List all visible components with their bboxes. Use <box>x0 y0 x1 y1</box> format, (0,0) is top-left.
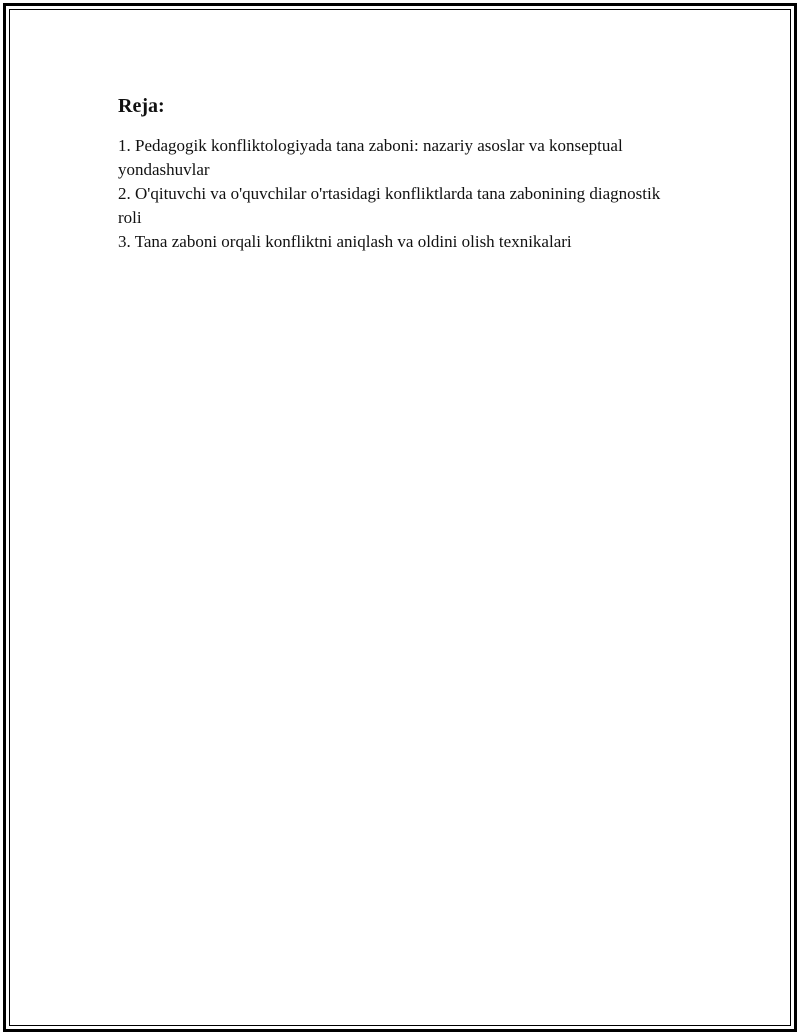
plan-heading: Reja: <box>118 95 165 117</box>
plan-item: 3. Tana zaboni orqali konfliktni aniqlash va oldini olish texnikalari <box>118 232 572 251</box>
plan-list <box>118 134 688 254</box>
document-content <box>118 92 688 254</box>
plan-item: 2. O'qituvchi va o'quvchilar o'rtasidagi konfliktlarda tana zabonining diagnostik roli <box>118 184 661 227</box>
plan-item: 1. Pedagogik konfliktologiyada tana zaboni: nazariy asoslar va konseptual yondashuvlar <box>118 136 623 179</box>
